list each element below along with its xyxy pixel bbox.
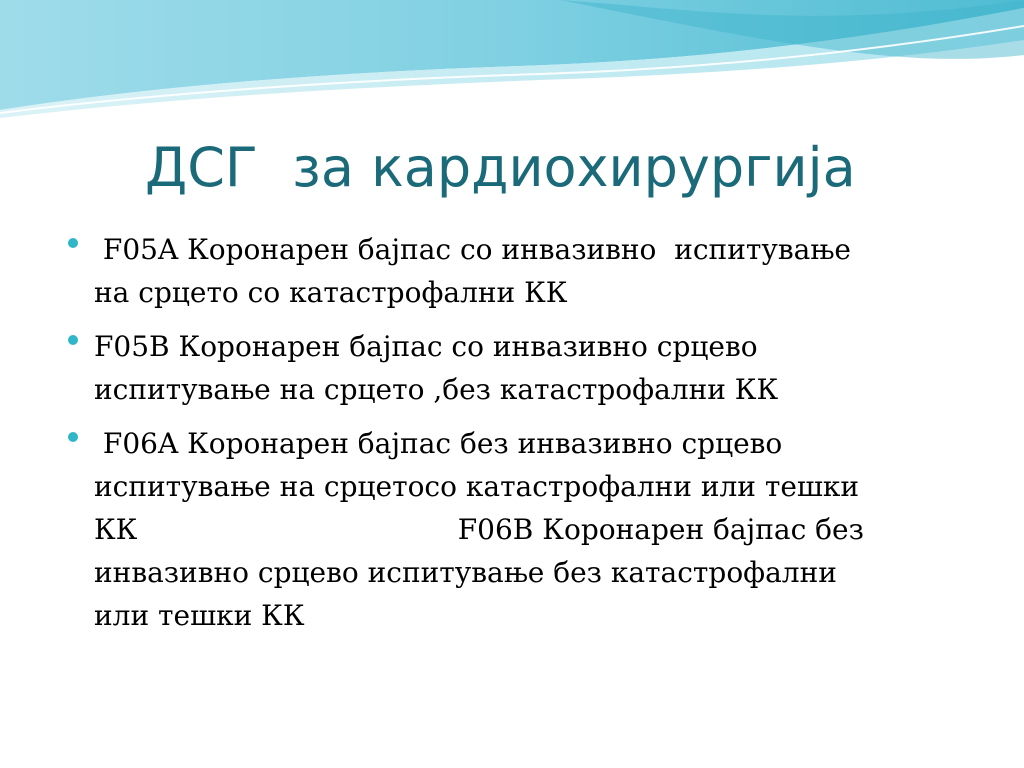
round-bullet-icon [68, 238, 78, 248]
bullet-text: F06A Коронарен бајпас без инвазивно срцево испитување на срцетосо катастрофални или тешки КК F06B Коронарен бајпас без инвазивно срцево испитување без катастрофални или тешки КК [94, 427, 864, 632]
bullet-item-f05b [68, 325, 968, 411]
round-bullet-icon [68, 335, 78, 345]
round-bullet-icon [68, 432, 78, 442]
bullet-text: F05B Коронарен бајпас со инвазивно срцево испитување на срцето ,без катастрофални КК [94, 330, 779, 406]
bullet-item-f06a [68, 422, 968, 637]
slide-title: ДСГ за кардиохирургија [145, 136, 856, 199]
bullet-text: F05A Коронарен бајпас со инвазивно испитување на срцето со катастрофални КК [94, 233, 851, 309]
decorative-wave-header [0, 0, 1024, 130]
bullet-list [68, 228, 968, 648]
bullet-item-f05a [68, 228, 968, 314]
